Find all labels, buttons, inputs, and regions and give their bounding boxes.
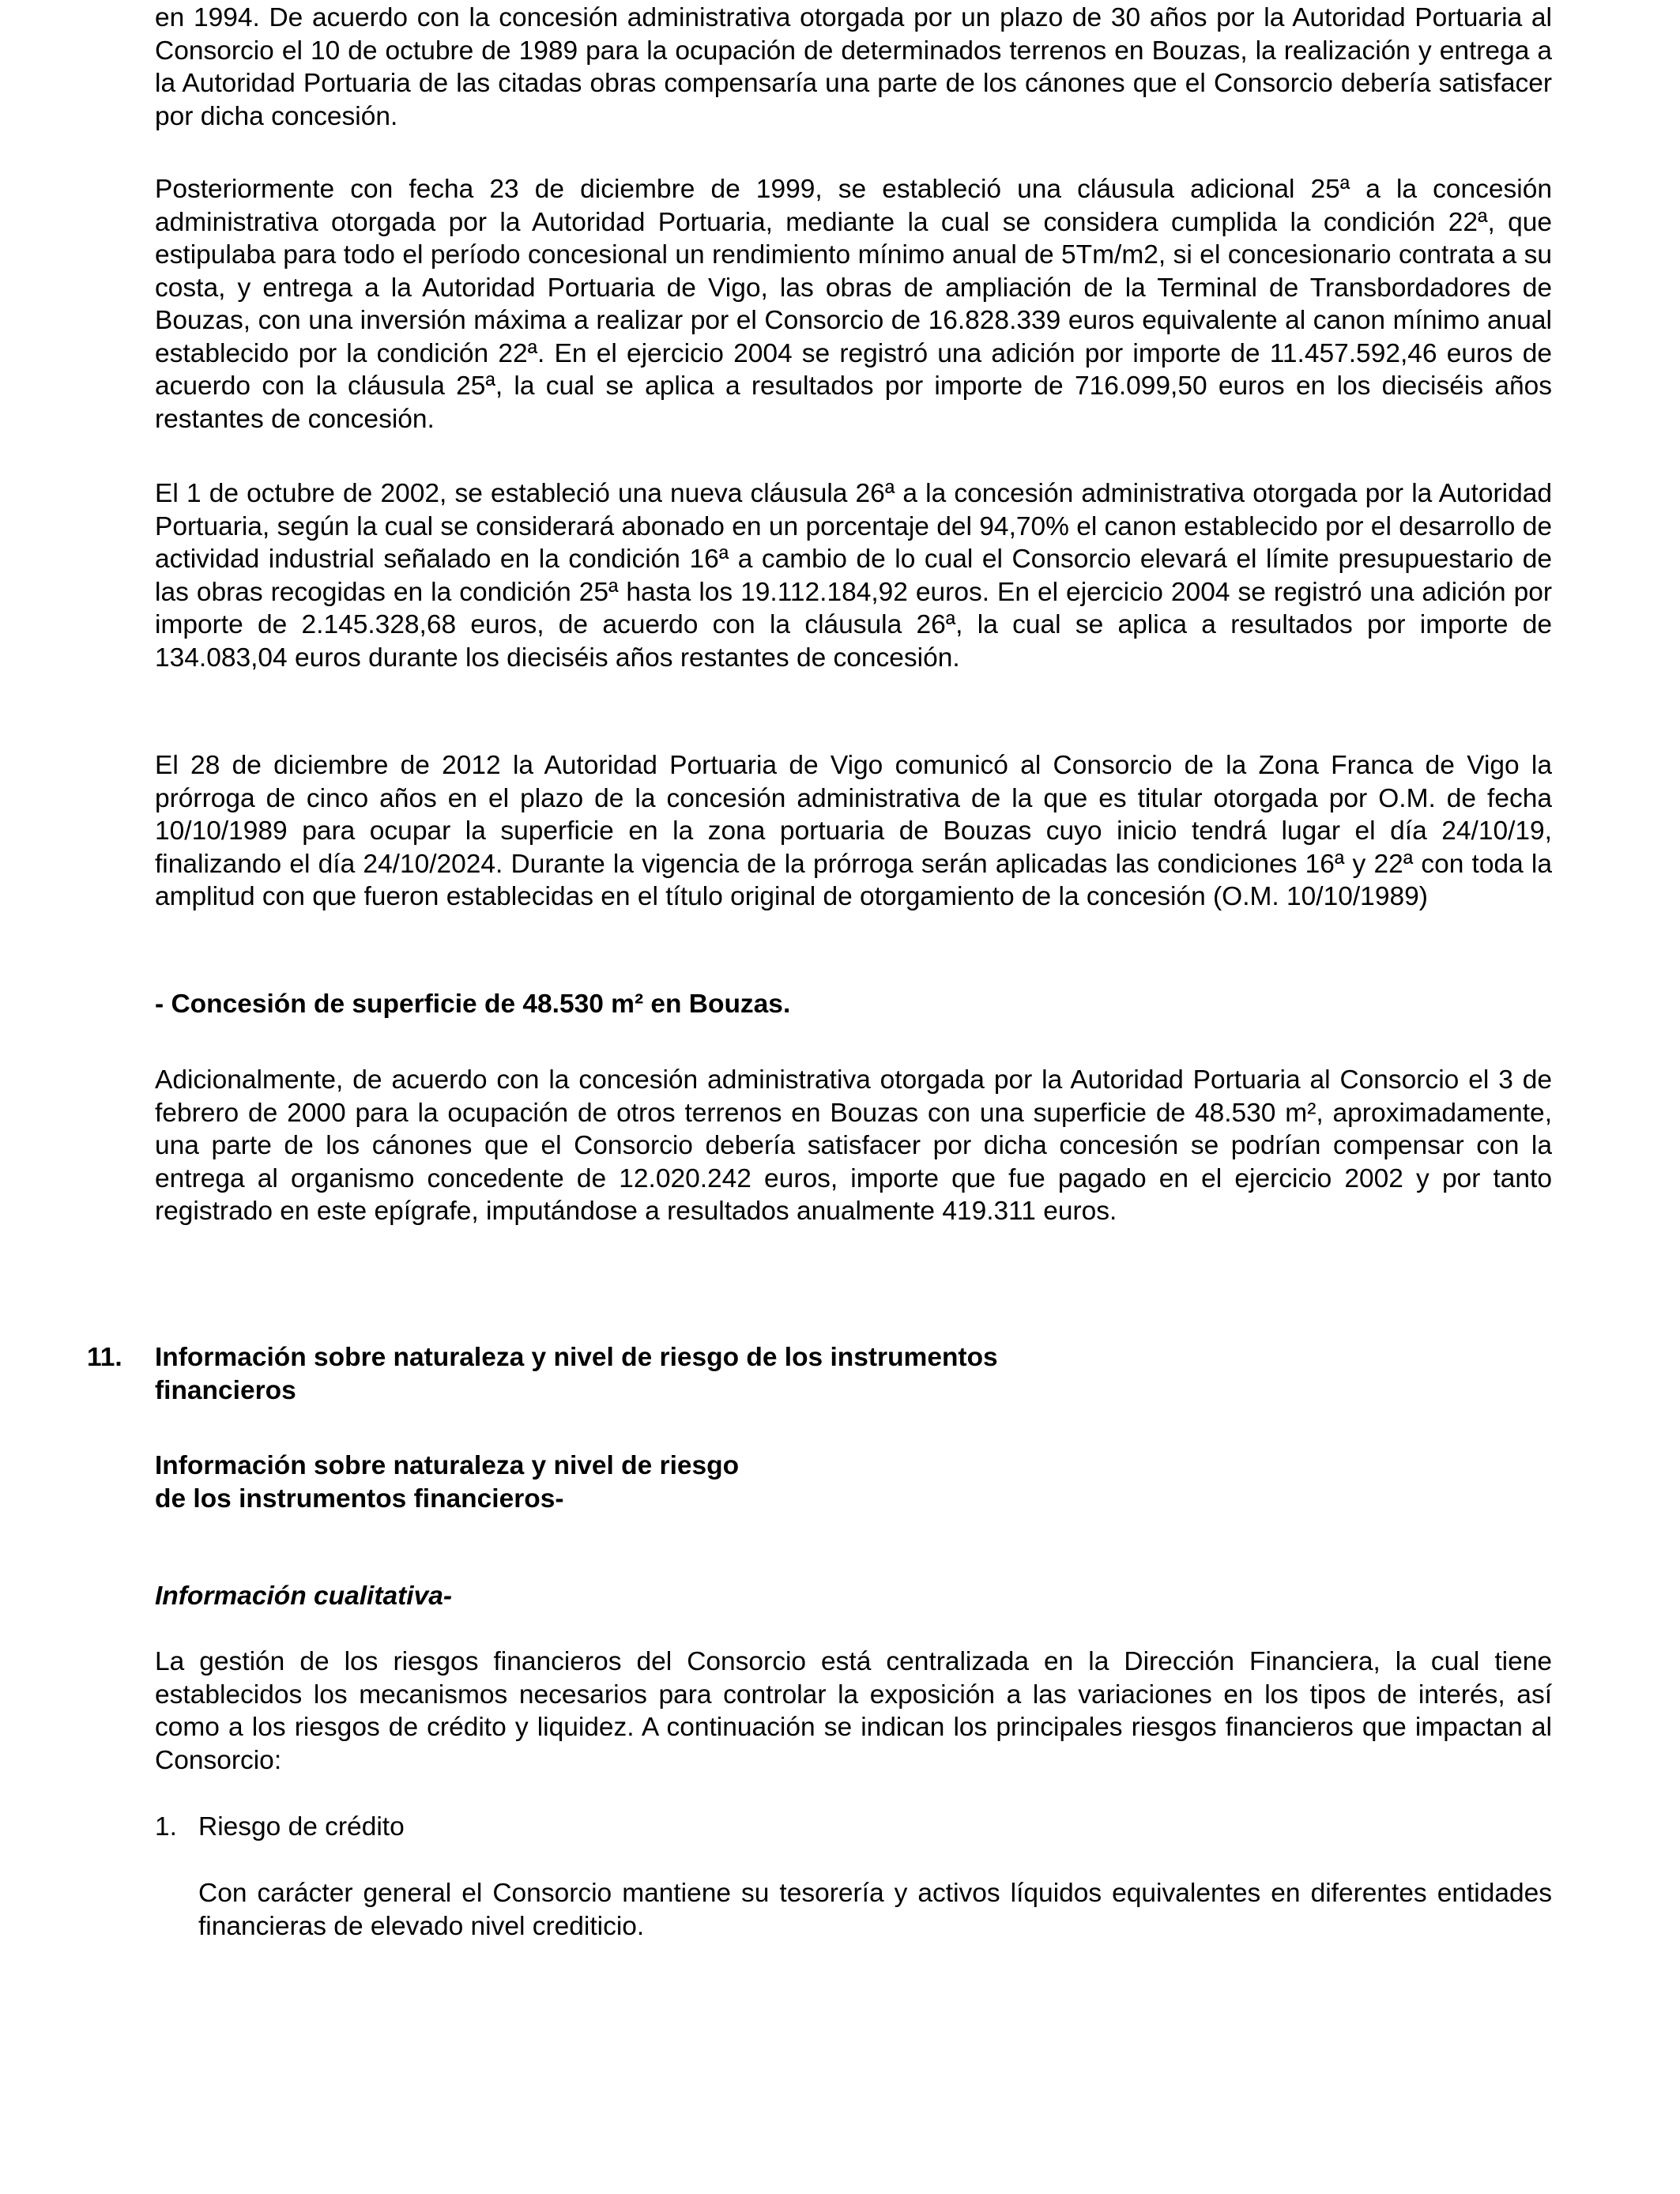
list-item-label: Riesgo de crédito — [198, 1812, 405, 1842]
paragraph-clause-26: El 1 de octubre de 2002, se estableció una nueva cláusula 26ª a la concesión administrativa otorgada por la Autoridad Portuaria, según la cual se considerará abonado en un porcentaje del 94,70% el canon establecido por el desarrollo de actividad industrial señalado en la condición 16ª a cambio de lo cual el Consorcio elevará el límite presupuestario de las obras recogidas en la condición 25ª hasta los 19.112.184,92 euros. En el ejercicio 2004 se registró una adición por importe de 2.145.328,68 euros, de acuerdo con la cláusula 26ª, la cual se aplica a resultados por importe de 134.083,04 euros durante los dieciséis años restantes de concesión. — [155, 479, 1552, 673]
paragraph-qualitative: La gestión de los riesgos financieros del Consorcio está centralizada en la Dirección Financiera, la cual tiene establecidos los mecanismos necesarios para controlar la exposición a las variaciones en los tipos de interés, así como a los riesgos de crédito y liquidez. A continuación se indican los principales riesgos financieros que impactan al Consorcio: — [155, 1647, 1552, 1775]
list-item-credit-risk — [155, 1811, 866, 1844]
paragraph-credit-risk: Con carácter general el Consorcio mantiene su tesorería y activos líquidos equivalentes en diferentes entidades financieras de elevado nivel crediticio. — [198, 1879, 1552, 1941]
qualitative-heading: Información cualitativa- — [155, 1581, 453, 1611]
paragraph-concession-1994: en 1994. De acuerdo con la concesión administrativa otorgada por un plazo de 30 años por la Autoridad Portuaria al Consorcio el 10 de octubre de 1989 para la ocupación de determinados terrenos en Bouzas, la realización y entrega a la Autoridad Portuaria de las citadas obras compensaría una parte de los cánones que el Consorcio debería satisfacer por dicha concesión. — [155, 3, 1552, 131]
section-subtitle-line2: de los instrumentos financieros- — [155, 1483, 564, 1514]
list-item-number: 1. — [155, 1812, 177, 1842]
paragraph-extension-2012: El 28 de diciembre de 2012 la Autoridad Portuaria de Vigo comunicó al Consorcio de la Zona Franca de Vigo la prórroga de cinco años en el plazo de la concesión administrativa de la que es titular otorgada por O.M. de fecha 10/10/1989 para ocupar la superficie en la zona portuaria de Bouzas cuyo inicio tendrá lugar el día 24/10/19, finalizando el día 24/10/2024. Durante la vigencia de la prórroga serán aplicadas las condiciones 16ª y 22ª con toda la amplitud con que fueron establecidas en el título original de otorgamiento de la concesión (O.M. 10/10/1989) — [155, 751, 1552, 911]
section-title-line1: Información sobre naturaleza y nivel de riesgo de los instrumentos — [155, 1343, 998, 1372]
paragraph-clause-25: Posteriormente con fecha 23 de diciembre de 1999, se estableció una cláusula adicional 25ª a la concesión administrativa otorgada por la Autoridad Portuaria, mediante la cual se considera cumplida la condición 22ª, que estipulaba para todo el período concesional un rendimiento mínimo anual de 5Tm/m2, si el concesionario contrata a su costa, y entrega a la Autoridad Portuaria de Vigo, las obras de ampliación de la Terminal de Transbordadores de Bouzas, con una inversión máxima a realizar por el Consorcio de 16.828.339 euros equivalente al canon mínimo anual establecido por la condición 22ª. En el ejercicio 2004 se registró una adición por importe de 11.457.592,46 euros de acuerdo con la cláusula 25ª, la cual se aplica a resultados por importe de 716.099,50 euros en los dieciséis años restantes de concesión. — [155, 175, 1552, 434]
section-title-line2: financieros — [155, 1375, 296, 1405]
section-subtitle — [155, 1449, 1103, 1515]
section-title — [155, 1341, 1103, 1407]
subheading-concession-bouzas: - Concesión de superficie de 48.530 m² en Bouzas. — [155, 990, 791, 1019]
paragraph-concession-2000: Adicionalmente, de acuerdo con la concesión administrativa otorgada por la Autoridad Portuaria al Consorcio el 3 de febrero de 2000 para la ocupación de otros terrenos en Bouzas con una superficie de 48.530 m², aproximadamente, una parte de los cánones que el Consorcio debería satisfacer por dicha concesión se podrían compensar con la entrega al organismo concedente de 12.020.242 euros, importe que fue pagado en el ejercicio 2002 y por tanto registrado en este epígrafe, imputándose a resultados anualmente 419.311 euros. — [155, 1065, 1552, 1226]
section-number: 11. — [87, 1343, 122, 1372]
section-subtitle-line1: Información sobre naturaleza y nivel de riesgo — [155, 1451, 740, 1480]
